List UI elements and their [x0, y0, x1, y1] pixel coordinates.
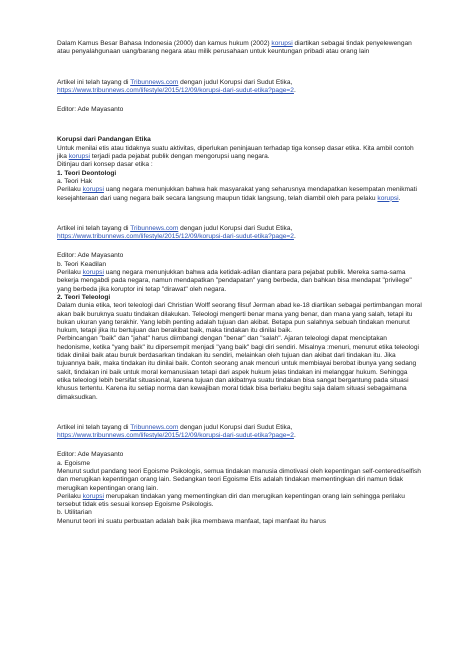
- text: Perilaku: [57, 269, 83, 277]
- paragraph-teleologi: Dalam dunia etika, teori teleologi dari Christian Wolff seorang filsuf Jerman abad ke-18 diartikan sebagai pertimbangan moral akan baik buruknya suatu tindakan dilakukan. Teleologi mengerti benar mana yang benar, dan mana yang salah, tetapi itu bukan ukuran yang terakhir. Yang lebih penting adalah tujuan dan akibat. Betapa pun salahnya sebuah tindakan menurut hukum, tetapi jika itu bertujuan dan berakibat baik, maka tindakan itu dinilai baik.: [57, 302, 422, 335]
- tribunnews-link[interactable]: Tribunnews.com: [130, 224, 179, 232]
- article-credit: [57, 424, 422, 441]
- text: .: [293, 432, 296, 440]
- text: Untuk menilai etis atau tidaknya suatu aktivitas, diperlukan peninjauan terhadap tiga konsep dasar etika. Kita ambil contoh jika: [57, 144, 414, 161]
- text: dengan judul Korupsi dari Sudut Etika,: [178, 78, 293, 86]
- subheading-hak: a. Teori Hak: [57, 177, 93, 185]
- text: Perilaku: [57, 492, 83, 500]
- text: .: [293, 233, 296, 241]
- text: Perilaku: [57, 186, 83, 194]
- article-url-link[interactable]: https://www.tribunnews.com/lifestyle/2015/12/09/korupsi-dari-sudut-etika?page=2: [57, 233, 294, 241]
- text: uang negara menunjukkan bahwa ada ketidak-adilan diantara para pejabat publik. Mereka sama-sama bekerja mengabdi pada negara, namun mendapatkan "pendapatan" yang berbeda, dan bahkan bisa mendapat "privilege" yang berbeda jika koruptor ini tetap "dirawat" oleh negara.: [57, 269, 412, 293]
- text: .: [293, 86, 296, 94]
- article-credit: [57, 225, 422, 242]
- subheading-egoisme: a. Egoisme: [57, 459, 90, 467]
- heading-deontologi: 1. Teori Deontologi: [57, 169, 117, 177]
- korupsi-link[interactable]: korupsi: [82, 269, 104, 277]
- article-credit: [57, 79, 422, 96]
- korupsi-link[interactable]: korupsi: [68, 153, 90, 161]
- paragraph-teleologi-2: Perbincangan "baik" dan "jahat" harus diimbangi dengan "benar" dan "salah". Ajaran teleologi dapat menciptakan hedonisme, ketika "yang baik" itu dipersempit menjadi "yang baik" bagi diri sendiri. Misalnya :menuri, menurut etika teleologi tidak dinilai baik atau buruk berdasarkan tindakan itu sendiri, melainkan oleh tujuan dan akibat dari tindakan itu. Jika tujuannya baik, maka tindakan itu dinilai baik. Contoh seorang anak mencuri untuk membiayai berobat ibunya yang sedang sakit, tindakan ini baik untuk moral kemanusiaan tetapi dari aspek hukum jelas tindakan ini melanggar hukum. Sehingga etika teleologi lebih bersifat situasional, karena tujuan dan akibatnya suatu tindakan bisa sangat bergantung pada situasi khusus tertentu. Karena itu setiap norma dan kewajiban moral tidak bisa berlaku begitu saja dalam situasi sebagaimana dimaksudkan.: [57, 335, 419, 401]
- tribunnews-link[interactable]: Tribunnews.com: [130, 423, 179, 431]
- paragraph-utilitarian: Menurut teori ini suatu perbuatan adalah baik jika membawa manfaat, tapi manfaat itu harus: [57, 517, 327, 525]
- text: Artikel ini telah tayang di: [57, 224, 131, 232]
- paragraph-egoisme: Menurut sudut pandang teori Egoisme Psikologis, semua tindakan manusia dimotivasi oleh kepentingan self-centered/selfish dan merugikan kepentingan orang lain. Sedangkan teori Egoisme Etis adalah tindakan mementingkan diri namun tidak merugikan kepentingan orang lain.: [57, 467, 421, 492]
- subheading-keadilan: b. Teori Keadilan: [57, 260, 106, 268]
- text: terjadi pada pejabat publik dengan mengorupsi uang negara.: [90, 153, 270, 161]
- text: Dalam Kamus Besar Bahasa Indonesia (2000) dan kamus hukum (2002): [57, 40, 272, 47]
- text: merupakan tindakan yang mementingkan diri dan merugikan kepentingan orang lain sehingga perilaku tersebut tidak etis sesuai konsep Egoisme Psikologis.: [57, 492, 405, 509]
- article-url-link[interactable]: https://www.tribunnews.com/lifestyle/2015/12/09/korupsi-dari-sudut-etika?page=2: [57, 432, 294, 440]
- text: dengan judul Korupsi dari Sudut Etika,: [178, 224, 293, 232]
- paragraph-hak: [57, 186, 422, 203]
- korupsi-link[interactable]: korupsi: [271, 40, 293, 47]
- text: .: [398, 194, 401, 202]
- section-intro-2: Ditinjau dari konsep dasar etika :: [57, 161, 153, 169]
- document-page: [57, 40, 422, 526]
- editor-credit: Editor: Ade Mayasanto: [57, 451, 124, 459]
- text: Artikel ini telah tayang di: [57, 78, 131, 86]
- korupsi-link[interactable]: korupsi: [377, 194, 399, 202]
- korupsi-link[interactable]: korupsi: [82, 492, 104, 500]
- paragraph-keadilan: [57, 269, 422, 294]
- editor-credit: Editor: Ade Mayasanto: [57, 106, 124, 114]
- section-title: Korupsi dari Pandangan Etika: [57, 136, 151, 144]
- korupsi-link[interactable]: korupsi: [82, 186, 104, 194]
- subheading-utilitarian: b. Utilitarian: [57, 509, 92, 517]
- text: diartikan sebagai tindak penyelewengan atau penyalahgunaan uang/barang negara atau milik perusahaan untuk keuntungan pribadi atau orang lain: [57, 40, 412, 56]
- article-url-link[interactable]: https://www.tribunnews.com/lifestyle/2015/12/09/korupsi-dari-sudut-etika?page=2: [57, 86, 294, 94]
- editor-credit: Editor: Ade Mayasanto: [57, 252, 124, 260]
- text: Artikel ini telah tayang di: [57, 423, 131, 431]
- paragraph-definition: [57, 40, 422, 57]
- section-intro: [57, 145, 422, 162]
- tribunnews-link[interactable]: Tribunnews.com: [130, 78, 179, 86]
- heading-teleologi: 2. Teori Teleologi: [57, 293, 111, 301]
- text: dengan judul Korupsi dari Sudut Etika,: [178, 423, 293, 431]
- paragraph-egoisme-2: [57, 493, 422, 510]
- text: uang negara menunjukkan bahwa hak masyarakat yang seharusnya mendapatkan kesempatan menikmati kesejahteraan dari uang negara baik secara langsung maupun tidak langsung, telah diambil oleh para pelaku: [57, 186, 417, 202]
